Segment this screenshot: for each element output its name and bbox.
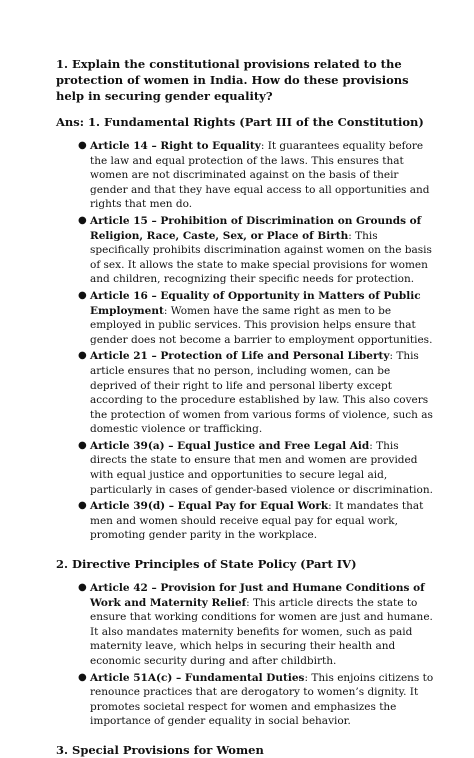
bullet-icon: ●: [78, 582, 87, 594]
list-item: [78, 289, 434, 347]
bullet-icon: ●: [78, 289, 87, 301]
directive-principles-list: [56, 581, 434, 729]
fundamental-rights-list: [56, 139, 434, 543]
bullet-icon: ●: [78, 500, 87, 512]
article-term: Article 51A(c) – Fundamental Duties: [90, 671, 305, 684]
section-heading-fundamental-rights: Ans: 1. Fundamental Rights (Part III of the Constitution): [56, 115, 424, 129]
article-term: Article 21 – Protection of Life and Personal Liberty: [90, 350, 390, 363]
article-term: Article 16 – Equality of Opportunity in Matters of Public Employment: [90, 289, 421, 317]
list-item: [78, 671, 434, 729]
section-heading-special-provisions: 3. Special Provisions for Women: [56, 742, 264, 757]
list-item: [78, 499, 434, 543]
article-text: : This article directs the state to ensure that working conditions for women are just and humane. It also mandates maternity benefits for women, such as paid maternity leave, which helps in securing their health and economic security during and after childbirth.: [90, 596, 433, 667]
article-term: Article 42 – Provision for Just and Humane Conditions of Work and Maternity Relief: [90, 582, 425, 609]
list-item: [78, 214, 434, 287]
article-term: Article 15 – Prohibition of Discrimination on Grounds of Religion, Race, Caste, Sex, or Place of Birth: [90, 214, 422, 242]
bullet-icon: ●: [78, 439, 87, 451]
bullet-icon: ●: [78, 214, 87, 226]
question-text: 1. Explain the constitutional provisions related to the protection of women in India. How do these provisions help in securing gender equality?: [56, 57, 409, 103]
bullet-icon: ●: [78, 140, 87, 151]
bullet-icon: ●: [78, 671, 87, 683]
article-term: Article 39(a) – Equal Justice and Free Legal Aid: [90, 439, 370, 452]
article-text: : This directs the state to ensure that men and women are provided with equal justice and opportunities to secure legal aid, particularly in cases of gender-based violence or discrimination.: [90, 439, 433, 496]
article-text: : This enjoins citizens to renounce practices that are derogatory to women’s dignity. It promotes societal respect for women and emphasizes the importance of gender equality in social behavior.: [90, 671, 434, 728]
article-text: : It mandates that men and women should receive equal pay for equal work, promoting gender parity in the workplace.: [90, 500, 424, 542]
bullet-icon: ●: [78, 350, 87, 362]
article-text: : Women have the same right as men to be employed in public services. This provision helps ensure that gender does not become a barrier to employment opportunities.: [90, 304, 433, 346]
list-item: [78, 581, 434, 669]
article-text: : This specifically prohibits discrimination against women on the basis of sex. It allows the state to make special provisions for women and children, recognizing their specific needs for protection.: [90, 229, 432, 286]
list-item: [78, 139, 434, 212]
section-heading-directive-principles: 2. Directive Principles of State Policy (Part IV): [56, 557, 357, 572]
article-term: Article 14 – Right to Equality: [90, 140, 261, 152]
list-item: [78, 349, 434, 437]
article-text: : It guarantees equality before the law and equal protection of the laws. This ensures that women are not discriminated against on the basis of their gender and that they have equal access to all opportunities and rights that men do.: [90, 140, 430, 211]
article-text: : This article ensures that no person, including women, can be deprived of their right to life and personal liberty except according to the procedure established by law. This also covers the protection of women from various forms of violence, such as domestic violence or trafficking.: [90, 350, 433, 436]
list-item: [78, 439, 434, 497]
article-term: Article 39(d) – Equal Pay for Equal Work: [90, 500, 329, 513]
